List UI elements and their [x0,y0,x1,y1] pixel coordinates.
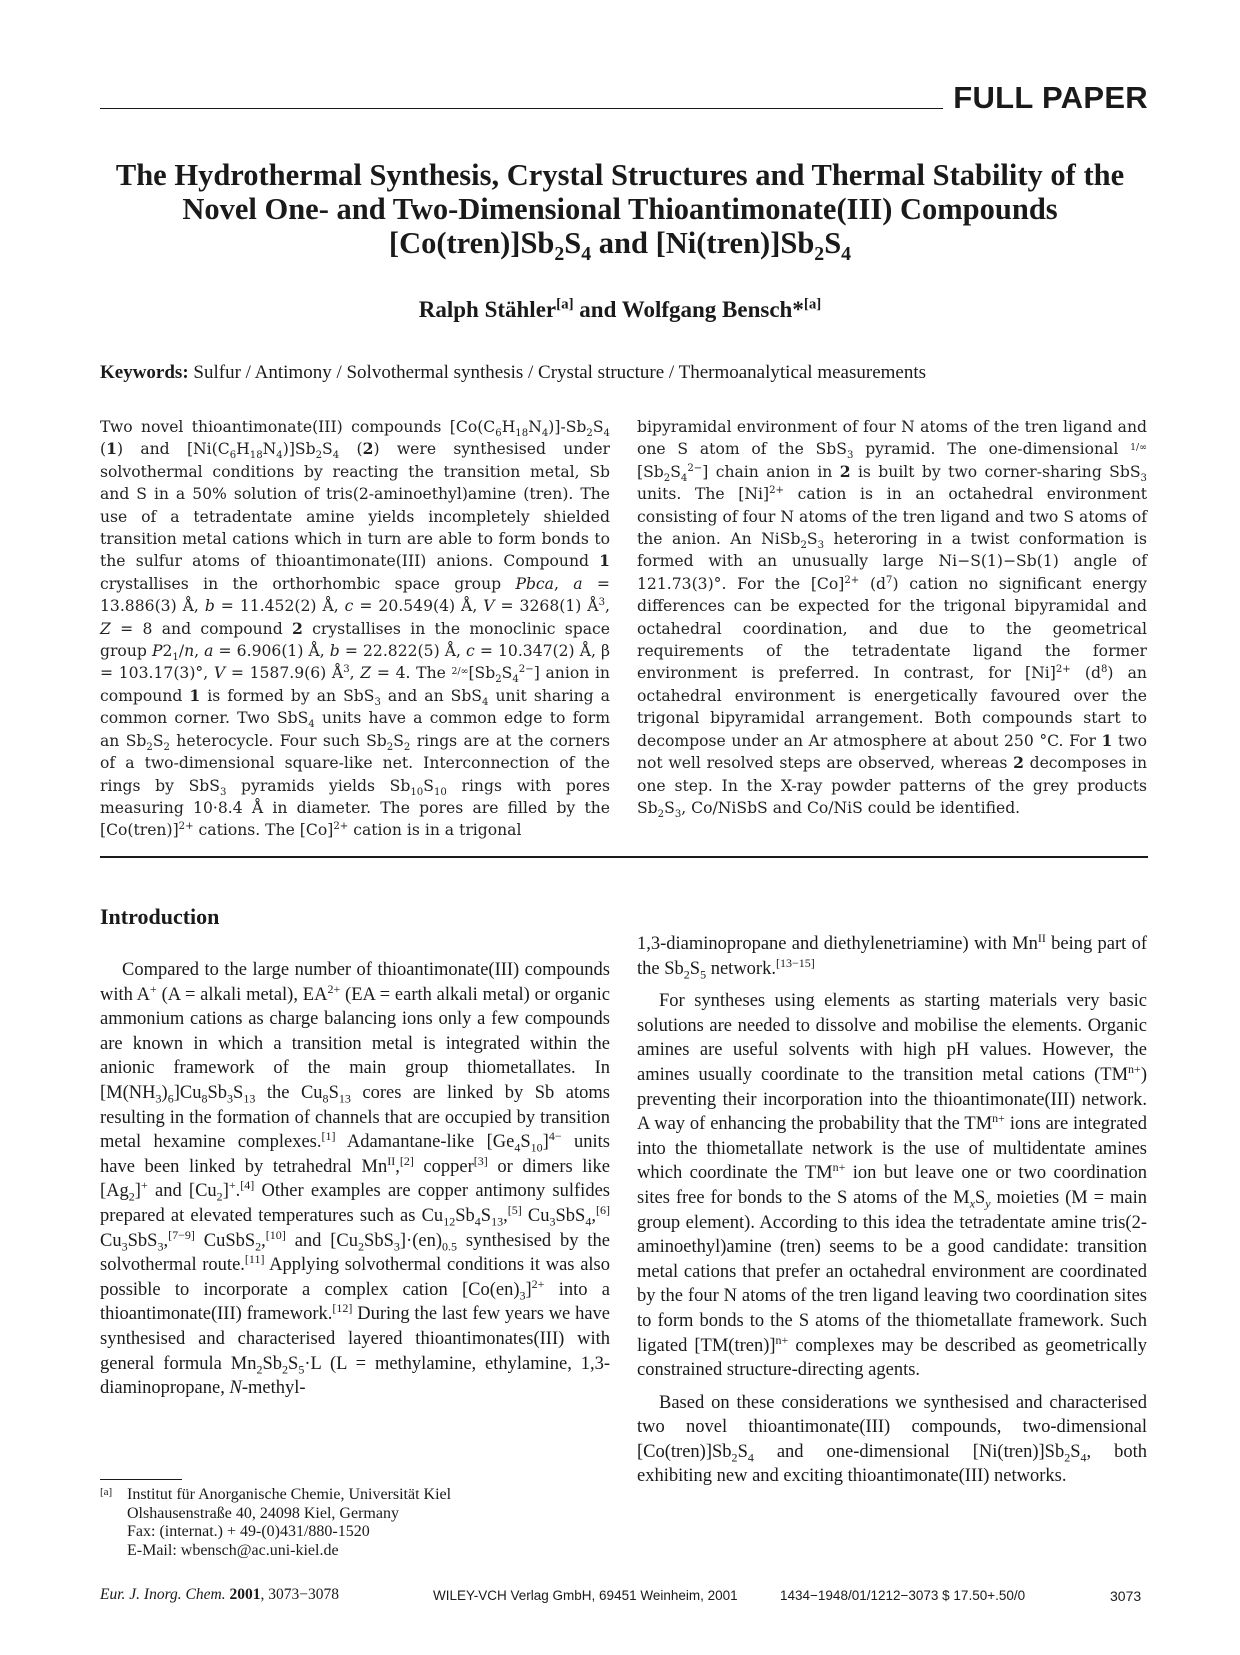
keywords [100,362,1150,384]
footnote-institute: Institut für Anorganische Chemie, Universität Kiel [127,1486,452,1503]
paper-title [80,158,1160,266]
footer-journal: Eur. J. Inorg. Chem. [100,1586,226,1603]
author-2: Wolfgang Bensch* [621,297,804,322]
footer-citation [100,1586,339,1604]
footnote-email[interactable]: E-Mail: wbensch@ac.uni-kiel.de [127,1541,339,1559]
introduction-left-column [100,958,610,1409]
page-number: 3073 [1110,1588,1142,1604]
footer-article-code: 1434−1948/01/1212−3073 $ 17.50+.50/0 [780,1588,1026,1603]
footnote-address: Olshausenstraße 40, 24098 Kiel, Germany [127,1504,399,1522]
introduction-right-column [637,932,1147,1497]
keywords-label: Keywords: [100,362,189,383]
footer-publisher: WILEY-VCH Verlag GmbH, 69451 Weinheim, 2001 [433,1588,738,1603]
footnote-rule [100,1479,182,1480]
footer-year: 2001 [229,1586,261,1603]
abstract-right-column: bipyramidal environment of four N atoms of the tren ligand and one S atom of the SbS$_3$ pyramid. The one-dimensional $1/\infty[Sb_2S_4^{2-}]$ chain anion in 2 is built by two corner-sharing SbS$_3$ units. The $[Ni]^{2+}$ cation is in an octahedral environment consisting of four N atoms of the tren ligand and two S atoms of the anion. An $NiSb_2S_3$ heteroring in a twist conformation is formed with an unusually large Ni−S(1)−Sb(1) angle of 121.73(3)°. For the $[Co]^{2+}$ $(d^7)$ cation no significant energy differences can be expected for the trigonal bipyramidal and octahedral coordination, and due to the geometrical requirements of the tetradentate ligand the former environment is preferred. In contrast, for $[Ni]^{2+}$ $(d^8)$ an octahedral environment is energetically favoured over the trigonal bipyramidal arrangement. Both compounds start to decompose under an Ar atmosphere at about 250 °C. For 1 two not well resolved steps are observed, whereas 2 decomposes in one step. In the X-ray powder patterns of the grey products $Sb_2S_3$, Co/NiSbS and Co/NiS could be identified. [637,418,1148,821]
author-1-affiliation: [a] [556,296,574,313]
affiliation-footnote [100,1486,620,1560]
abstract-divider [100,856,1148,858]
intro-paragraph-1: Compared to the large number of thioantimonate(III) compounds with A+ (A = alkali metal), $EA^{2+}$ (EA = earth alkali metal) or organic ammonium cations as charge balancing ions only a few compounds are known in which a transition metal is integrated within the anionic framework of the main group thiometallates. In $[M(NH_3)_6]Cu_8Sb_3S_{13}$ the $Cu_8S_{13}$ cores are linked by Sb atoms resulting in the formation of channels that are occupied by transition metal hexamine complexes.[1] Adamantane-like $[Ge_4S_{10}]^{4-}$ units have been linked by tetrahedral $Mn^{II},[2]$ copper[3] or dimers like $[Ag_2]^+$ and $[Cu_2]^+.[4]$ Other examples are copper antimony sulfides prepared at elevated temperatures such as $Cu_{12}Sb_4S_{13},[5]$ $Cu_3SbS_4,[6]$ $Cu_3SbS_3,[7-9]$ CuSbS$_2$,[10] and $[Cu_2SbS_3]\cdot(en)_{0.5}$ synthesised by the solvothermal route.[11] Applying solvothermal conditions it was also possible to incorporate a complex cation $[Co(en)_3]^{2+}$ into a thioantimonate(III) framework.[12] During the last few years we have synthesised and characterised layered thioantimonates(III) with general formula $Mn_2Sb_2S_5\cdot L$ (L = methylamine, ethylamine, 1,3-diaminopropane, N-methyl- [100,960,611,1399]
title-text: The Hydrothermal Synthesis, Crystal Structures and Thermal Stability of the Novel One- and Two-Dimensional Thioantimonate(III) Compounds $[Co(tren)]Sb_2S_4$ and $[Ni(tren)]Sb_2S_4$ [115,158,1125,266]
author-1: Ralph Stähler [418,297,557,322]
introduction-heading: Introduction [100,904,220,929]
footnote-mark: [a] [100,1486,113,1498]
author-conjunction: and [573,297,622,322]
section-label: FULL PAPER [953,80,1148,115]
header-rule [100,108,943,109]
abstract-left-column: Two novel thioantimonate(III) compounds $[Co(C_6H_{18}N_4)]-Sb_2S_4$ (1) and $[Ni(C_6H_{18}N_4)]Sb_2S_4$ (2) were synthesised under solvothermal conditions by reacting the transition metal, Sb and S in a 50% solution of tris(2-aminoethyl)amine (tren). The use of a tetradentate amine yields incompletely shielded transition metal cations which in turn are able to form bonds to the sulfur atoms of thioantimonate(III) anions. Compound 1 crystallises in the orthorhombic space group Pbca, a = 13.886(3) Å, b = 11.452(2) Å, c = 20.549(4) Å, V = 3268(1) $Å^3$, Z = 8 and compound 2 crystallises in the monoclinic space group $P2_1/n$, a = 6.906(1) Å, b = 22.822(5) Å, c = 10.347(2) Å, β = 103.17(3)°, V = 1587.9(6) $Å^3$, Z = 4. The $2/\infty[Sb_2S_4^{2-}]$ anion in compound 1 is formed by an SbS$_3$ and an SbS$_4$ unit sharing a common corner. Two SbS$_4$ units have a common edge to form an $Sb_2S_2$ heterocycle. Four such $Sb_2S_2$ rings are at the corners of a two-dimensional square-like net. Interconnection of the rings by SbS$_3$ pyramids yields $Sb_{10}S_{10}$ rings with pores measuring 10·8.4 Å in diameter. The pores are filled by the [Co(tren)]$^{2+}$ cations. The $[Co]^{2+}$ cation is in a trigonal [100,418,611,840]
intro-paragraph-1-continued: 1,3-diaminopropane and diethylenetriamine) with $Mn^{II}$ being part of the $Sb_2S_5$ network.[13−15] [637,930,1147,982]
intro-paragraph-2: For syntheses using elements as starting materials very basic solutions are needed to dissolve and mobilise the elements. Organic amines are useful solvents with high pH values. However, the amines usually coordinate to the transition metal cations $(TM^{n+})$ preventing their incorporation into the thioantimonate(III) network. A way of enhancing the probability that the $TM^{n+}$ ions are integrated into the thiometallate network is the use of multidentate amines which coordinate the $TM^{n+}$ ion but leave one or two coordination sites free for bonds to the S atoms of the $M_xS_y$ moieties (M = main group element). According to this idea the tetradentate amine tris(2-aminoethyl)amine (tren) seems to be a good candidate: transition metal cations that prefer an octahedral environment are coordinated by the four N atoms of the tren ligand leaving two coordination sites to form bonds to the S atoms of the thiometallate framework. Such ligated [TM(tren)]$^{n+}$ complexes may be described as geometrically constrained structure-directing agents. [637,991,1147,1381]
footnote-fax: Fax: (internat.) + 49-(0)431/880-1520 [127,1523,370,1540]
author-2-affiliation: [a] [803,296,822,313]
author-line [100,297,1140,323]
keywords-list: Sulfur / Antimony / Solvothermal synthesis / Crystal structure / Thermoanalytical measurements [193,362,927,383]
footer-pages: , 3073−3078 [260,1586,339,1603]
intro-paragraph-3: Based on these considerations we synthesised and characterised two novel thioantimonate(III) compounds, two-dimensional $[Co(tren)]Sb_2S_4$ and one-dimensional $[Ni(tren)]Sb_2S_4$, both exhibiting new and exciting thioantimonate(III) networks. [637,1392,1147,1487]
